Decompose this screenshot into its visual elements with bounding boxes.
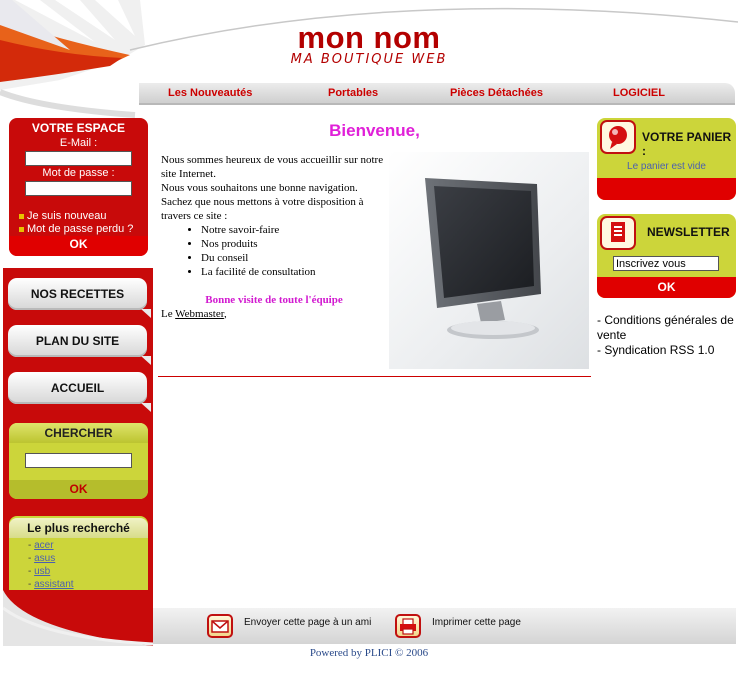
newsletter-ok-button[interactable]: OK <box>657 280 676 294</box>
powered-by-text: Powered by PLICI © 2006 <box>309 647 429 659</box>
envelope-icon[interactable] <box>207 614 233 638</box>
footer-swoosh-decoration <box>3 590 155 646</box>
accueil-label: ACCUEIL <box>50 381 105 395</box>
popular-searches-title: Le plus recherché <box>9 518 148 538</box>
logo-subtitle: MA BOUTIQUE WEB <box>290 52 448 67</box>
print-page-link[interactable]: Imprimer cette page <box>432 617 521 628</box>
list-item: • La facilité de consultation <box>201 265 393 279</box>
monitor-product-image <box>389 152 589 369</box>
new-user-label: Je suis nouveau <box>27 210 107 222</box>
search-input[interactable] <box>25 453 132 468</box>
webmaster-link[interactable]: Webmaster <box>175 308 224 320</box>
speech-tail-decoration <box>141 403 151 412</box>
send-to-friend-link[interactable]: Envoyer cette page à un ami <box>244 617 372 628</box>
nos-recettes-button[interactable] <box>8 278 147 310</box>
list-item: - assistant <box>28 579 74 590</box>
cgv-link[interactable]: - Conditions générales de vente <box>597 313 734 342</box>
printer-icon[interactable] <box>395 614 421 638</box>
nos-recettes-label: NOS RECETTES <box>30 287 125 301</box>
popular-link-assistant[interactable]: assistant <box>34 579 74 590</box>
new-user-link[interactable] <box>19 210 107 222</box>
signature <box>161 308 227 320</box>
speech-tail-decoration <box>141 309 151 318</box>
login-ok-button[interactable]: OK <box>69 237 88 251</box>
right-info-links <box>597 313 737 358</box>
rss-link[interactable]: - Syndication RSS 1.0 <box>597 343 715 357</box>
newsletter-document-icon <box>600 216 636 250</box>
lost-password-label: Mot de passe perdu ? <box>27 223 134 235</box>
intro-paragraph-3: Sachez que nous mettons à votre disposition à travers ce site : <box>161 196 364 222</box>
bullet-square-icon <box>19 214 24 219</box>
bullet-square-icon <box>19 227 24 232</box>
speech-tail-decoration <box>141 356 151 365</box>
plan-du-site-label: PLAN DU SITE <box>35 334 120 348</box>
list-item: - asus <box>28 553 56 564</box>
intro-paragraph-1: Nous sommes heureux de vous accueillir sur notre site Internet. <box>161 154 384 180</box>
cart-bubble-icon <box>600 120 636 154</box>
plan-du-site-button[interactable] <box>8 325 147 357</box>
intro-text <box>161 153 393 279</box>
list-item: • Notre savoir-faire <box>201 223 393 237</box>
intro-paragraph-2: Nous vous souhaitons une bonne navigation. <box>161 182 358 194</box>
popular-link-usb[interactable]: usb <box>34 566 51 577</box>
logo-title: mon nom <box>297 20 441 55</box>
nav-link-nouveautes[interactable]: Les Nouveautés <box>168 87 253 99</box>
login-box-title: VOTRE ESPACE <box>31 121 126 135</box>
signature-prefix: Le <box>161 308 173 320</box>
content-divider <box>158 376 591 377</box>
list-item: - usb <box>28 566 51 577</box>
nav-link-pieces-detachees[interactable]: Pièces Détachées <box>450 87 543 99</box>
password-field[interactable] <box>25 181 132 196</box>
signature-suffix: , <box>223 308 227 320</box>
popular-link-asus[interactable]: asus <box>34 553 56 564</box>
newsletter-title: NEWSLETTER <box>647 225 730 239</box>
intro-bullet-list <box>161 223 393 279</box>
lost-password-link[interactable] <box>19 223 133 235</box>
page-title: Bienvenue, <box>329 121 420 140</box>
search-ok-button[interactable]: OK <box>69 482 88 496</box>
cart-empty-text: Le panier est vide <box>627 161 706 172</box>
list-item: • Du conseil <box>201 251 393 265</box>
accueil-button[interactable] <box>8 372 147 404</box>
search-box-title: CHERCHER <box>9 423 148 443</box>
newsletter-email-field[interactable] <box>613 256 719 271</box>
password-label: Mot de passe : <box>42 167 115 179</box>
list-item: • Nos produits <box>201 237 393 251</box>
cart-box-footer <box>597 178 736 200</box>
nav-link-portables[interactable]: Portables <box>328 87 379 99</box>
nav-link-logiciel[interactable]: LOGICIEL <box>613 87 665 99</box>
bonne-visite-text: Bonne visite de toute l'équipe <box>205 294 343 306</box>
email-field[interactable] <box>25 151 132 166</box>
top-nav-bar <box>139 83 735 105</box>
cart-title: VOTRE PANIER : <box>642 130 732 158</box>
popular-link-acer[interactable]: acer <box>34 540 54 551</box>
list-item: - acer <box>28 540 54 551</box>
email-label: E-Mail : <box>59 137 98 149</box>
monitor-icon <box>389 152 589 369</box>
